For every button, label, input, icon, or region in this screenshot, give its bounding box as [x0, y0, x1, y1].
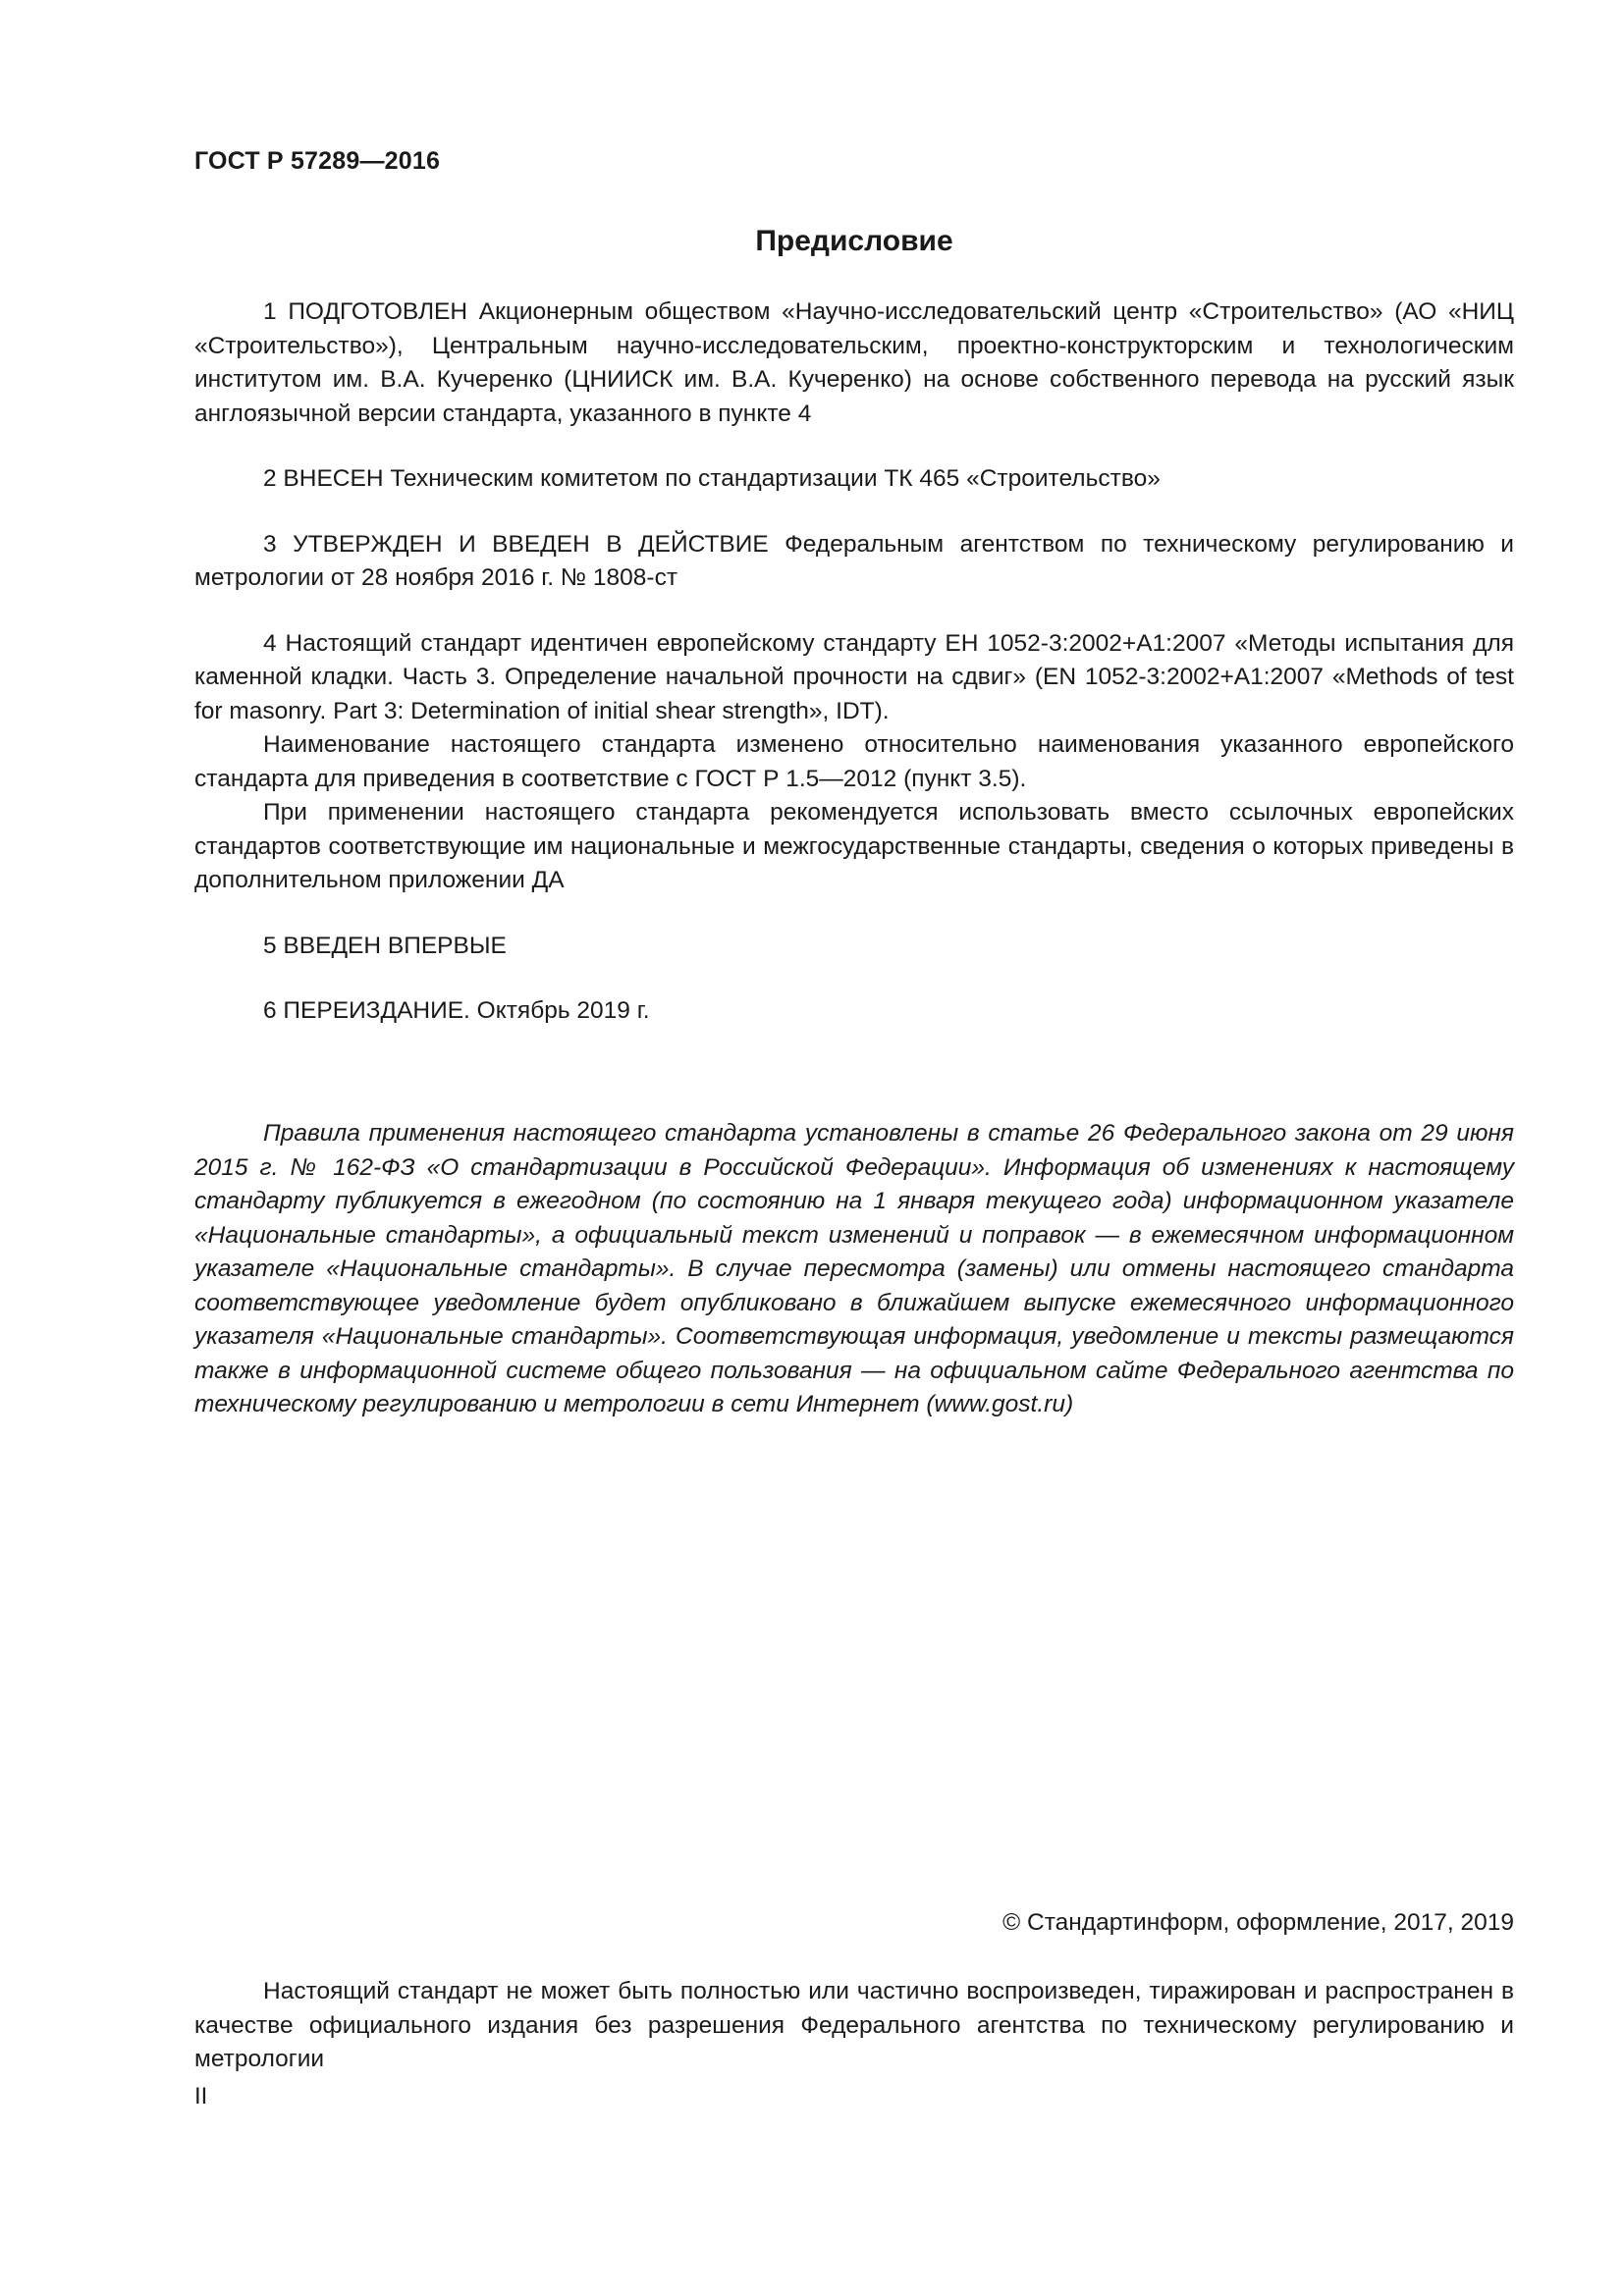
preface-body: [194, 295, 1514, 1029]
preface-item-4-note-references: При применении настоящего стандарта рекомендуется использовать вместо ссылочных европейских стандартов соответствующие им национальные и межгосударственные стандарты, сведения о которых приведены в дополнительном приложении ДА: [194, 799, 1514, 893]
copyright-line: © Стандартинформ, оформление, 2017, 2019: [1002, 1909, 1514, 1936]
legal-notice: [194, 1117, 1514, 1422]
page-title: Предисловие: [755, 225, 953, 257]
preface-item-6: 6 ПЕРЕИЗДАНИЕ. Октябрь 2019 г.: [263, 997, 650, 1024]
legal-notice-text: Правила применения настоящего стандарта установлены в статье 26 Федерального закона от 29 июня 2015 г. № 162-ФЗ «О стандартизации в Российской Федерации». Информация об изменениях к настоящему стандарту публикуется в ежегодном (по состоянию на 1 января текущего года) информационном указателе «Национальные стандарты», а официальный текст изменений и поправок — в ежемесячном информационном указателе «Национальные стандарты». В случае пересмотра (замены) или отмены настоящего стандарта соответствующее уведомление будет опубликовано в ближайшем выпуске ежемесячного информационного указателя «Национальные стандарты». Соответствующая информация, уведомление и тексты размещаются также в информационной системе общего пользования — на официальном сайте Федерального агентства по техническому регулированию и метрологии в сети Интернет (www.gost.ru): [194, 1120, 1514, 1417]
preface-item-4-note-name: Наименование настоящего стандарта изменено относительно наименования указанного европейского стандарта для приведения в соответствие с ГОСТ Р 1.5—2012 (пункт 3.5).: [194, 731, 1514, 792]
reproduction-notice: [194, 1975, 1514, 2077]
reproduction-notice-text: Настоящий стандарт не может быть полностью или частично воспроизведен, тиражирован и распространен в качестве официального издания без разрешения Федерального агентства по техническому регулированию и метрологии: [194, 1978, 1514, 2072]
preface-item-1: 1 ПОДГОТОВЛЕН Акционерным обществом «Научно-исследовательский центр «Строительство» (АО «НИЦ «Строительство»), Центральным научно-исследовательским, проектно-конструкторским и технологическим институтом им. В.А. Кучеренко (ЦНИИСК им. В.А. Кучеренко) на основе собственного перевода на русский язык англоязычной версии стандарта, указанного в пункте 4: [194, 298, 1514, 427]
standard-code: ГОСТ Р 57289—2016: [194, 147, 441, 175]
preface-item-2: 2 ВНЕСЕН Техническим комитетом по стандартизации ТК 465 «Строительство»: [263, 465, 1161, 492]
preface-item-5: 5 ВВЕДЕН ВПЕРВЫЕ: [263, 932, 507, 959]
preface-item-4: 4 Настоящий стандарт идентичен европейскому стандарту ЕН 1052-3:2002+А1:2007 «Методы испытания для каменной кладки. Часть 3. Определение начальной прочности на сдвиг» (EN 1052-3:2002+A1:2007 «Methods of test for masonry. Part 3: Determination of initial shear strength», IDT).: [194, 629, 1514, 724]
preface-item-3: 3 УТВЕРЖДЕН И ВВЕДЕН В ДЕЙСТВИЕ Федеральным агентством по техническому регулированию и метрологии от 28 ноября 2016 г. № 1808-ст: [194, 530, 1514, 591]
page-number: II: [194, 2083, 208, 2109]
